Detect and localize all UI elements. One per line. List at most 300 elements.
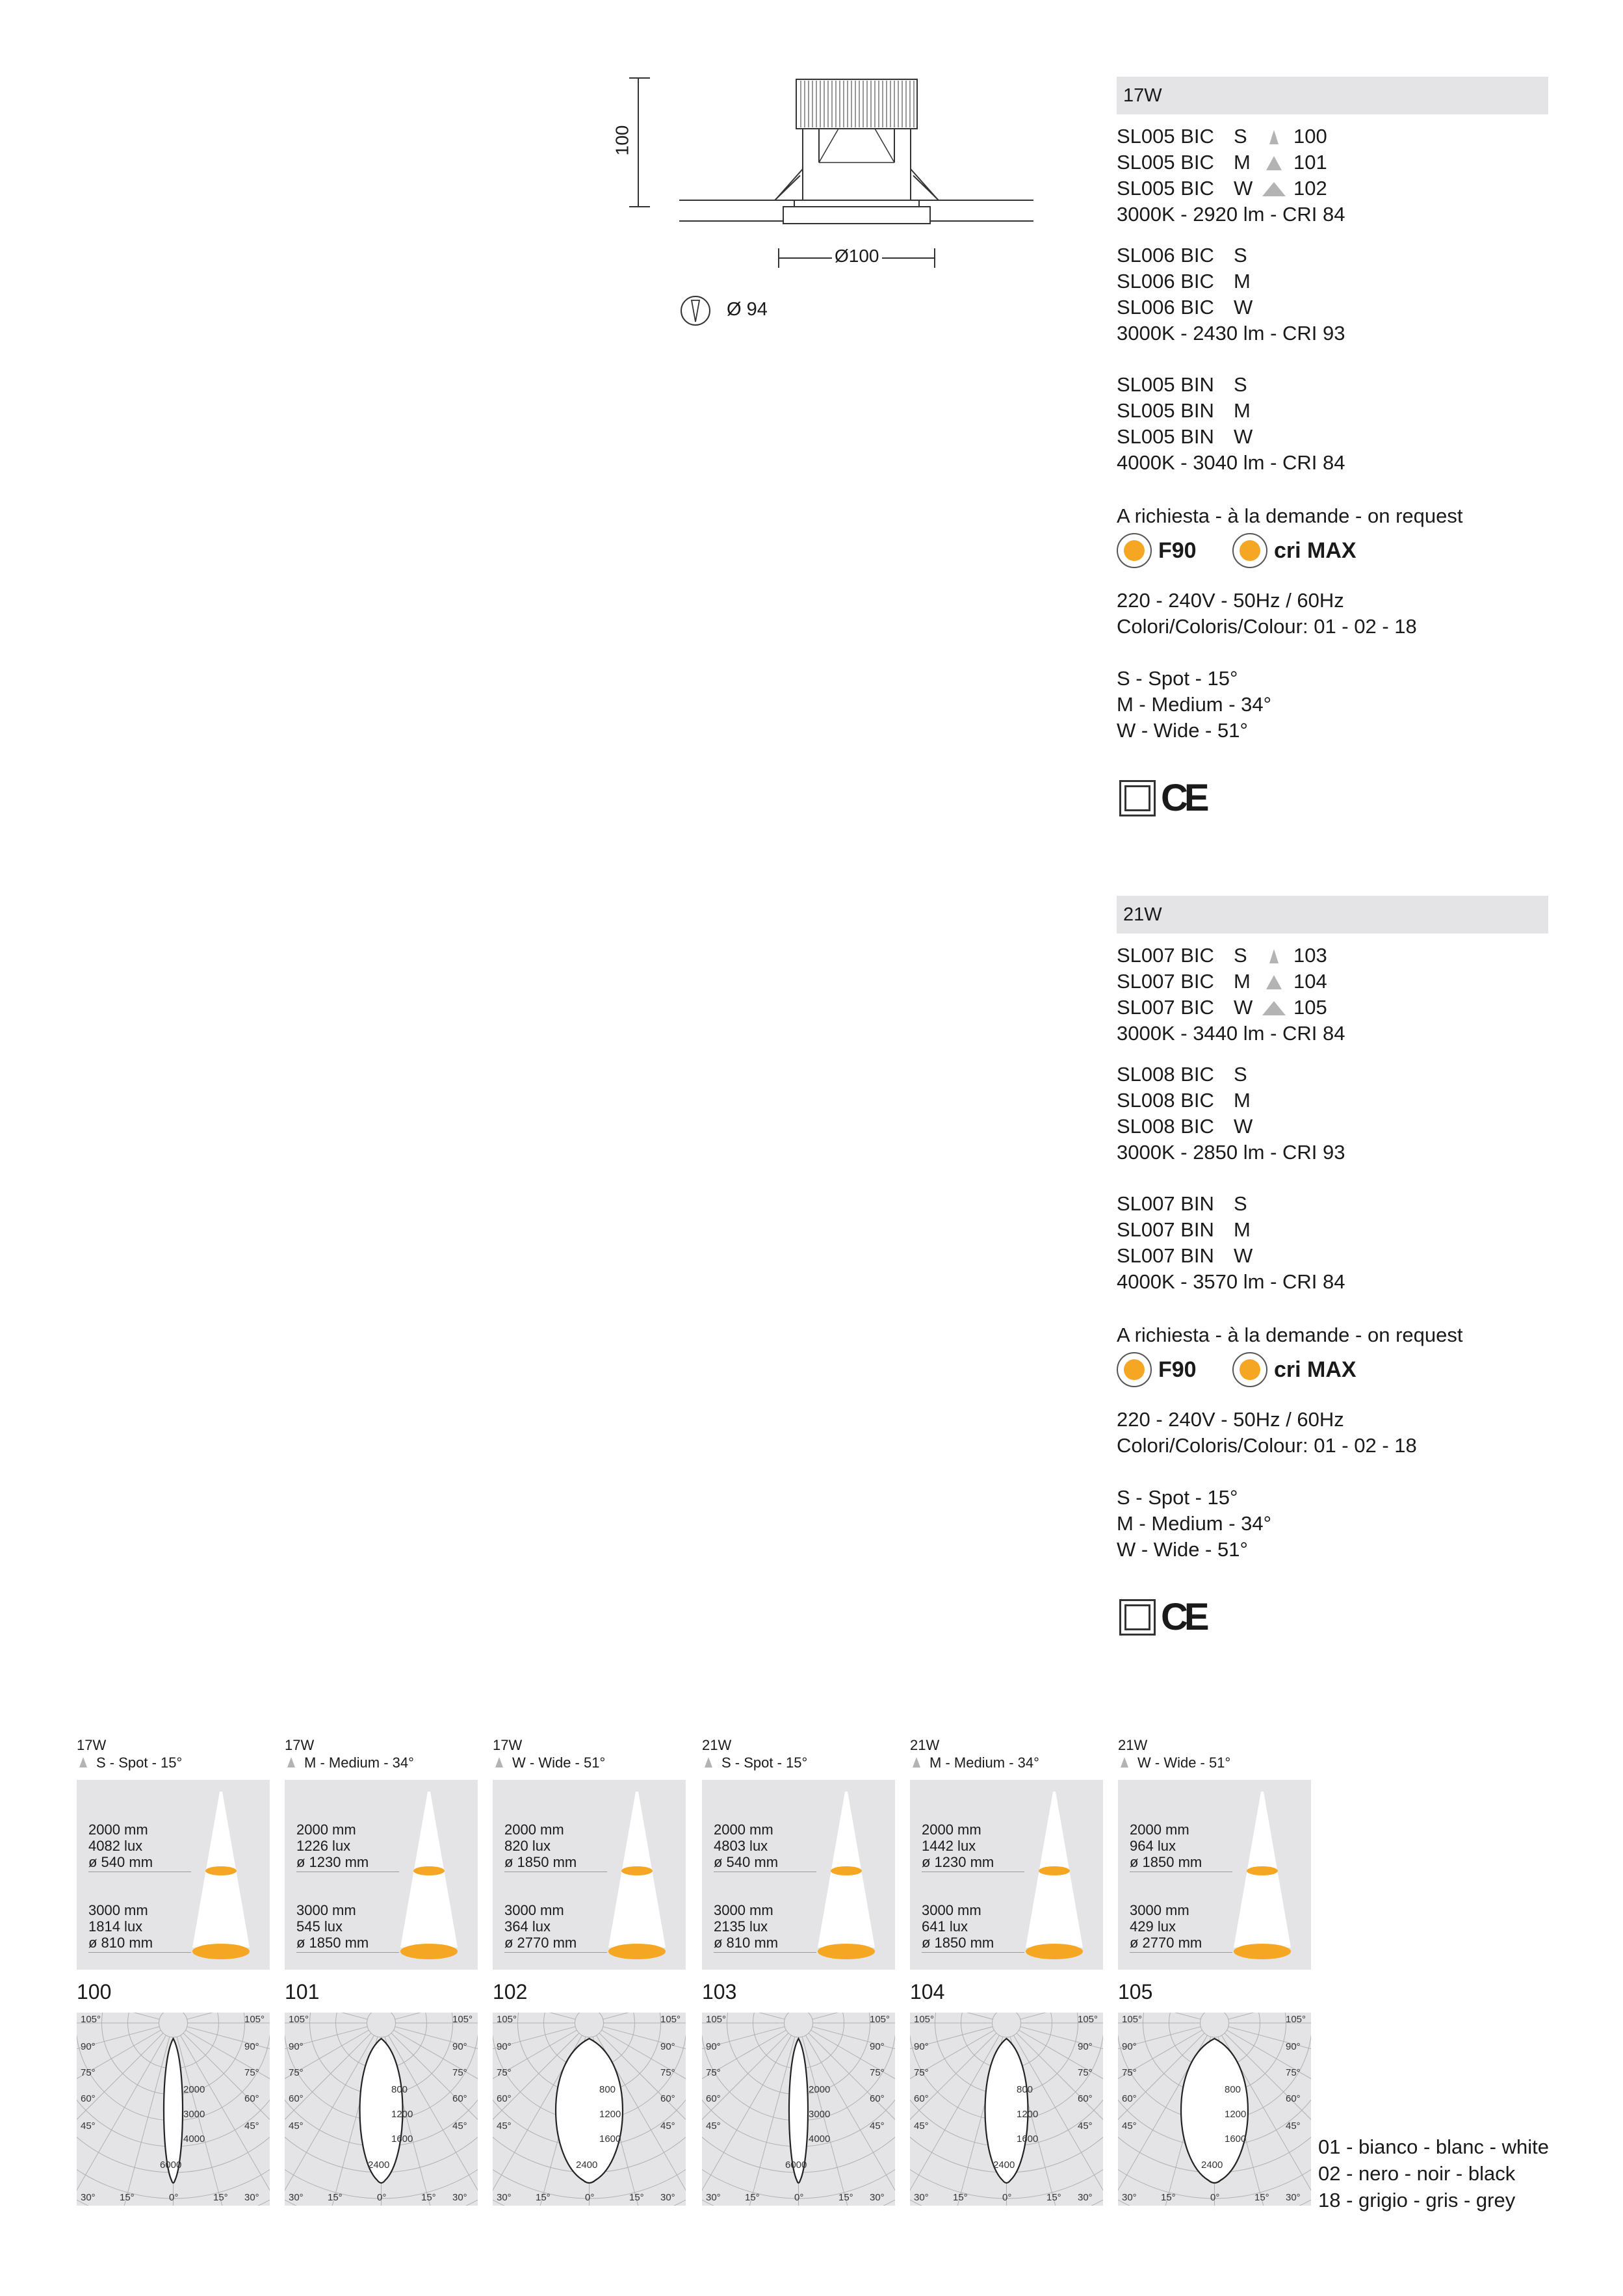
photometric-number: 103 bbox=[702, 1980, 737, 2003]
polar-ring-label: 1200 bbox=[391, 2109, 413, 2120]
section-header: 21W bbox=[1117, 896, 1548, 933]
polar-angle-label: 105° bbox=[81, 2014, 101, 2025]
polar-angle-label: 0° bbox=[794, 2192, 804, 2203]
light-cone-graphic bbox=[285, 1780, 478, 1970]
diameter-label: ø 1850 mm bbox=[504, 1854, 577, 1870]
distance-label: 3000 mm bbox=[714, 1902, 773, 1918]
polar-angle-label: 30° bbox=[870, 2192, 885, 2203]
polar-angle-label: 60° bbox=[914, 2093, 929, 2104]
polar-angle-label: 60° bbox=[870, 2093, 885, 2104]
beam-code: W bbox=[1234, 177, 1253, 200]
beam-triangle-icon bbox=[1261, 995, 1287, 1021]
beam-code: M bbox=[1234, 1089, 1251, 1112]
lux-label: 641 lux bbox=[922, 1918, 968, 1935]
polar-angle-label: 105° bbox=[289, 2014, 309, 2025]
diameter-label: ø 1850 mm bbox=[922, 1935, 994, 1951]
spot-2000-ellipse bbox=[1247, 1866, 1278, 1875]
polar-diagram bbox=[285, 2013, 478, 2206]
beam-code: W bbox=[1234, 996, 1253, 1019]
diameter-label: ø 540 mm bbox=[714, 1854, 779, 1870]
polar-angle-label: 90° bbox=[289, 2041, 304, 2052]
polar-angle-label: 15° bbox=[328, 2192, 343, 2203]
beam-code: M bbox=[1234, 970, 1251, 993]
polar-ring-label: 3000 bbox=[183, 2109, 205, 2120]
spot-2000-ellipse bbox=[831, 1866, 862, 1875]
polar-angle-label: 105° bbox=[452, 2014, 473, 2025]
polar-diagram bbox=[77, 2013, 270, 2206]
ce-mark: CE bbox=[1161, 777, 1206, 819]
polar-angle-label: 105° bbox=[497, 2014, 517, 2025]
polar-curve-graphic bbox=[77, 2013, 270, 2206]
f90-badge bbox=[1117, 1352, 1197, 1387]
polar-angle-label: 45° bbox=[660, 2120, 675, 2132]
cri-max-label: cri MAX bbox=[1274, 538, 1357, 563]
lux-label: 820 lux bbox=[504, 1838, 551, 1854]
panel-power: 21W bbox=[702, 1737, 732, 1753]
polar-curve-graphic bbox=[702, 2013, 895, 2206]
polar-angle-label: 90° bbox=[1078, 2041, 1093, 2052]
colour-legend bbox=[1318, 2133, 1549, 2213]
on-request-text: A richiesta - à la demande - on request bbox=[1117, 1324, 1463, 1346]
voltage-text: 220 - 240V - 50Hz / 60Hz bbox=[1117, 1408, 1344, 1431]
spot-2000-ellipse bbox=[413, 1866, 445, 1875]
polar-angle-label: 75° bbox=[1122, 2067, 1137, 2078]
photometric-ref: 105 bbox=[1293, 996, 1327, 1019]
photometric-panel bbox=[493, 1737, 686, 2218]
cri-max-icon bbox=[1232, 533, 1267, 568]
width-dimension-label: Ø100 bbox=[832, 246, 882, 267]
beam-code: W bbox=[1234, 1115, 1253, 1138]
diameter-label: ø 540 mm bbox=[88, 1854, 153, 1870]
product-code: SL008 BIC bbox=[1117, 1063, 1214, 1086]
panel-beam-label: M - Medium - 34° bbox=[304, 1755, 414, 1771]
polar-diagram bbox=[910, 2013, 1103, 2206]
voltage-text: 220 - 240V - 50Hz / 60Hz bbox=[1117, 589, 1344, 612]
polar-angle-label: 30° bbox=[706, 2192, 721, 2203]
diameter-label: ø 2770 mm bbox=[1130, 1935, 1202, 1951]
polar-angle-label: 105° bbox=[1286, 2014, 1306, 2025]
polar-angle-label: 15° bbox=[953, 2192, 968, 2203]
polar-diagram bbox=[1118, 2013, 1311, 2206]
polar-ring-label: 800 bbox=[1017, 2084, 1033, 2095]
distance-label: 2000 mm bbox=[1130, 1821, 1189, 1838]
photometric-number: 100 bbox=[77, 1980, 112, 2003]
polar-curve-graphic bbox=[285, 2013, 478, 2206]
class-ii-icon bbox=[1119, 780, 1156, 816]
polar-angle-label: 30° bbox=[1078, 2192, 1093, 2203]
beam-triangle-icon bbox=[1261, 176, 1287, 202]
diameter-label: ø 1230 mm bbox=[922, 1854, 994, 1870]
colours-text: Colori/Coloris/Colour: 01 - 02 - 18 bbox=[1117, 615, 1417, 638]
cri-max-badge bbox=[1232, 533, 1357, 568]
polar-angle-label: 90° bbox=[497, 2041, 512, 2052]
diameter-label: ø 1230 mm bbox=[296, 1854, 369, 1870]
photometric-ref: 102 bbox=[1293, 177, 1327, 200]
polar-angle-label: 45° bbox=[497, 2120, 512, 2132]
polar-angle-label: 45° bbox=[914, 2120, 929, 2132]
polar-angle-label: 90° bbox=[81, 2041, 96, 2052]
polar-ring-label: 800 bbox=[1225, 2084, 1241, 2095]
beam-code: S bbox=[1234, 944, 1247, 967]
product-code: SL007 BIN bbox=[1117, 1244, 1214, 1267]
distance-label: 2000 mm bbox=[296, 1821, 356, 1838]
light-spec: 3000K - 2430 lm - CRI 93 bbox=[1117, 322, 1345, 345]
distance-label: 3000 mm bbox=[504, 1902, 564, 1918]
ce-mark: CE bbox=[1161, 1596, 1206, 1638]
light-spec: 4000K - 3570 lm - CRI 84 bbox=[1117, 1270, 1345, 1293]
beam-spot-text: S - Spot - 15° bbox=[1117, 667, 1238, 690]
beam-triangle-icon bbox=[1261, 969, 1287, 995]
beam-code: M bbox=[1234, 270, 1251, 293]
polar-angle-label: 15° bbox=[536, 2192, 551, 2203]
lux-label: 964 lux bbox=[1130, 1838, 1176, 1854]
beam-code: M bbox=[1234, 1218, 1251, 1241]
polar-angle-label: 15° bbox=[745, 2192, 760, 2203]
photometric-ref: 103 bbox=[1293, 944, 1327, 967]
distance-label: 2000 mm bbox=[88, 1821, 148, 1838]
beam-spot-text: S - Spot - 15° bbox=[1117, 1486, 1238, 1509]
f90-badge bbox=[1117, 533, 1197, 568]
panel-beam-label: S - Spot - 15° bbox=[721, 1755, 808, 1771]
panel-beam bbox=[77, 1755, 182, 1771]
spot-3000-ellipse bbox=[192, 1944, 250, 1959]
light-cone-graphic bbox=[77, 1780, 270, 1970]
light-cone-diagram bbox=[285, 1780, 478, 1970]
colour-legend-item: 01 - bianco - blanc - white bbox=[1318, 2135, 1549, 2158]
class-ii-icon bbox=[1119, 1599, 1156, 1636]
distance-label: 3000 mm bbox=[296, 1902, 356, 1918]
light-cone-graphic bbox=[702, 1780, 895, 1970]
distance-label: 3000 mm bbox=[88, 1902, 148, 1918]
certification-marks bbox=[1119, 1596, 1206, 1638]
photometric-panel bbox=[910, 1737, 1103, 2218]
polar-angle-label: 75° bbox=[706, 2067, 721, 2078]
polar-angle-label: 60° bbox=[244, 2093, 259, 2104]
cutout-dimension-label: Ø 94 bbox=[727, 299, 768, 320]
beam-triangle-icon bbox=[1261, 124, 1287, 150]
polar-angle-label: 15° bbox=[213, 2192, 228, 2203]
photometric-panel bbox=[1118, 1737, 1311, 2218]
spec-block bbox=[1117, 124, 1572, 839]
polar-ring-label: 6000 bbox=[785, 2159, 807, 2171]
polar-angle-label: 75° bbox=[1286, 2067, 1301, 2078]
polar-angle-label: 15° bbox=[1161, 2192, 1176, 2203]
spot-3000-ellipse bbox=[818, 1944, 875, 1959]
distance-label: 2000 mm bbox=[714, 1821, 773, 1838]
beam-wide-text: W - Wide - 51° bbox=[1117, 719, 1248, 742]
diameter-label: ø 810 mm bbox=[714, 1935, 779, 1951]
beam-triangle-icon bbox=[1261, 150, 1287, 176]
photometric-number: 101 bbox=[285, 1980, 320, 2003]
polar-angle-label: 75° bbox=[289, 2067, 304, 2078]
panel-power: 21W bbox=[1118, 1737, 1148, 1753]
polar-angle-label: 90° bbox=[1122, 2041, 1137, 2052]
f90-label: F90 bbox=[1158, 1357, 1197, 1382]
spot-2000-ellipse bbox=[621, 1866, 653, 1875]
polar-angle-label: 90° bbox=[452, 2041, 467, 2052]
polar-angle-label: 105° bbox=[706, 2014, 727, 2025]
polar-angle-label: 90° bbox=[244, 2041, 259, 2052]
polar-angle-label: 45° bbox=[244, 2120, 259, 2132]
diameter-label: ø 1850 mm bbox=[1130, 1854, 1202, 1870]
polar-angle-label: 15° bbox=[421, 2192, 436, 2203]
polar-ring-label: 1200 bbox=[1017, 2109, 1039, 2120]
cri-max-label: cri MAX bbox=[1274, 1357, 1357, 1382]
product-code: SL005 BIC bbox=[1117, 151, 1214, 174]
polar-angle-label: 75° bbox=[244, 2067, 259, 2078]
light-cone-diagram bbox=[493, 1780, 686, 1970]
product-code: SL007 BIC bbox=[1117, 996, 1214, 1019]
product-code: SL008 BIC bbox=[1117, 1115, 1214, 1138]
diameter-label: ø 1850 mm bbox=[296, 1935, 369, 1951]
panel-beam bbox=[493, 1755, 605, 1771]
beam-code: W bbox=[1234, 425, 1253, 448]
light-spec: 3000K - 3440 lm - CRI 84 bbox=[1117, 1022, 1345, 1045]
light-spec: 3000K - 2850 lm - CRI 93 bbox=[1117, 1141, 1345, 1164]
polar-angle-label: 105° bbox=[870, 2014, 890, 2025]
spot-3000-ellipse bbox=[1026, 1944, 1083, 1959]
beam-code: S bbox=[1234, 373, 1247, 396]
lux-label: 1814 lux bbox=[88, 1918, 143, 1935]
spec-block bbox=[1117, 943, 1572, 1658]
polar-ring-label: 1600 bbox=[1017, 2133, 1039, 2145]
polar-angle-label: 0° bbox=[1210, 2192, 1220, 2203]
polar-angle-label: 45° bbox=[1286, 2120, 1301, 2132]
polar-angle-label: 60° bbox=[1286, 2093, 1301, 2104]
polar-angle-label: 75° bbox=[1078, 2067, 1093, 2078]
polar-angle-label: 105° bbox=[244, 2014, 265, 2025]
beam-triangle-icon bbox=[493, 1756, 506, 1769]
lux-label: 2135 lux bbox=[714, 1918, 768, 1935]
polar-angle-label: 30° bbox=[289, 2192, 304, 2203]
polar-ring-label: 2400 bbox=[993, 2159, 1015, 2171]
lux-label: 545 lux bbox=[296, 1918, 343, 1935]
spot-2000-ellipse bbox=[1039, 1866, 1070, 1875]
polar-ring-label: 2400 bbox=[576, 2159, 598, 2171]
polar-angle-label: 75° bbox=[660, 2067, 675, 2078]
product-code: SL007 BIN bbox=[1117, 1192, 1214, 1215]
on-request-text: A richiesta - à la demande - on request bbox=[1117, 504, 1463, 527]
light-cone-graphic bbox=[910, 1780, 1103, 1970]
product-code: SL007 BIC bbox=[1117, 944, 1214, 967]
polar-angle-label: 45° bbox=[289, 2120, 304, 2132]
polar-angle-label: 30° bbox=[244, 2192, 259, 2203]
product-code: SL005 BIN bbox=[1117, 399, 1214, 422]
polar-angle-label: 105° bbox=[660, 2014, 681, 2025]
light-spec: 3000K - 2920 lm - CRI 84 bbox=[1117, 203, 1345, 226]
colour-legend-item: 02 - nero - noir - black bbox=[1318, 2162, 1516, 2185]
polar-diagram bbox=[702, 2013, 895, 2206]
polar-ring-label: 1600 bbox=[391, 2133, 413, 2145]
beam-medium-text: M - Medium - 34° bbox=[1117, 693, 1272, 716]
product-code: SL006 BIC bbox=[1117, 270, 1214, 293]
colours-text: Colori/Coloris/Colour: 01 - 02 - 18 bbox=[1117, 1434, 1417, 1457]
beam-triangle-icon bbox=[702, 1756, 715, 1769]
polar-ring-label: 6000 bbox=[160, 2159, 182, 2171]
polar-angle-label: 75° bbox=[81, 2067, 96, 2078]
downlight-section-drawing bbox=[624, 65, 1040, 338]
cri-max-icon bbox=[1232, 1352, 1267, 1387]
light-cone-diagram bbox=[702, 1780, 895, 1970]
photometric-ref: 101 bbox=[1293, 151, 1327, 174]
lux-label: 4082 lux bbox=[88, 1838, 143, 1854]
polar-angle-label: 0° bbox=[585, 2192, 595, 2203]
panel-beam-label: W - Wide - 51° bbox=[1137, 1755, 1231, 1771]
photometric-ref: 100 bbox=[1293, 125, 1327, 148]
distance-label: 3000 mm bbox=[1130, 1902, 1189, 1918]
lux-label: 4803 lux bbox=[714, 1838, 768, 1854]
polar-angle-label: 75° bbox=[497, 2067, 512, 2078]
polar-angle-label: 75° bbox=[452, 2067, 467, 2078]
polar-angle-label: 15° bbox=[1254, 2192, 1269, 2203]
diameter-label: ø 2770 mm bbox=[504, 1935, 577, 1951]
product-drawing bbox=[612, 65, 1040, 338]
height-dimension-label: 100 bbox=[612, 125, 632, 156]
polar-angle-label: 105° bbox=[914, 2014, 935, 2025]
polar-angle-label: 90° bbox=[1286, 2041, 1301, 2052]
polar-angle-label: 45° bbox=[706, 2120, 721, 2132]
polar-angle-label: 45° bbox=[452, 2120, 467, 2132]
product-code: SL008 BIC bbox=[1117, 1089, 1214, 1112]
certification-marks bbox=[1119, 777, 1206, 819]
polar-angle-label: 15° bbox=[838, 2192, 853, 2203]
photometric-number: 104 bbox=[910, 1980, 945, 2003]
photometric-number: 105 bbox=[1118, 1980, 1153, 2003]
polar-angle-label: 105° bbox=[1122, 2014, 1143, 2025]
polar-angle-label: 15° bbox=[120, 2192, 135, 2203]
light-cone-diagram bbox=[77, 1780, 270, 1970]
beam-triangle-icon bbox=[77, 1756, 90, 1769]
beam-code: M bbox=[1234, 399, 1251, 422]
beam-triangle-icon bbox=[910, 1756, 923, 1769]
product-code: SL007 BIN bbox=[1117, 1218, 1214, 1241]
light-cone-graphic bbox=[1118, 1780, 1311, 1970]
distance-label: 2000 mm bbox=[922, 1821, 981, 1838]
spot-3000-ellipse bbox=[1234, 1944, 1291, 1959]
photometric-panel bbox=[77, 1737, 270, 2218]
product-code: SL005 BIN bbox=[1117, 425, 1214, 448]
polar-angle-label: 90° bbox=[660, 2041, 675, 2052]
panel-power: 17W bbox=[77, 1737, 107, 1753]
f90-label: F90 bbox=[1158, 538, 1197, 563]
light-cone-graphic bbox=[493, 1780, 686, 1970]
polar-angle-label: 90° bbox=[870, 2041, 885, 2052]
distance-label: 2000 mm bbox=[504, 1821, 564, 1838]
polar-curve-graphic bbox=[1118, 2013, 1311, 2206]
polar-ring-label: 4000 bbox=[809, 2133, 831, 2145]
panel-power: 17W bbox=[285, 1737, 315, 1753]
beam-code: S bbox=[1234, 125, 1247, 148]
light-cone-diagram bbox=[1118, 1780, 1311, 1970]
polar-curve-graphic bbox=[493, 2013, 686, 2206]
polar-angle-label: 30° bbox=[497, 2192, 512, 2203]
beam-code: S bbox=[1234, 1192, 1247, 1215]
diameter-label: ø 810 mm bbox=[88, 1935, 153, 1951]
distance-label: 3000 mm bbox=[922, 1902, 981, 1918]
polar-angle-label: 0° bbox=[1002, 2192, 1012, 2203]
polar-angle-label: 90° bbox=[914, 2041, 929, 2052]
photometric-ref: 104 bbox=[1293, 970, 1327, 993]
light-spec: 4000K - 3040 lm - CRI 84 bbox=[1117, 451, 1345, 474]
polar-ring-label: 4000 bbox=[183, 2133, 205, 2145]
panel-beam bbox=[1118, 1755, 1230, 1771]
panel-beam bbox=[910, 1755, 1039, 1771]
product-code: SL005 BIC bbox=[1117, 125, 1214, 148]
polar-angle-label: 60° bbox=[660, 2093, 675, 2104]
polar-angle-label: 105° bbox=[1078, 2014, 1098, 2025]
colour-legend-item: 18 - grigio - gris - grey bbox=[1318, 2189, 1516, 2211]
polar-ring-label: 1600 bbox=[599, 2133, 621, 2145]
photometric-panel bbox=[702, 1737, 895, 2218]
lux-label: 364 lux bbox=[504, 1918, 551, 1935]
polar-angle-label: 60° bbox=[289, 2093, 304, 2104]
photometric-panel bbox=[285, 1737, 478, 2218]
panel-beam bbox=[285, 1755, 414, 1771]
polar-angle-label: 60° bbox=[81, 2093, 96, 2104]
polar-angle-label: 15° bbox=[629, 2192, 644, 2203]
polar-ring-label: 2400 bbox=[368, 2159, 390, 2171]
polar-angle-label: 60° bbox=[1078, 2093, 1093, 2104]
spot-2000-ellipse bbox=[205, 1866, 237, 1875]
polar-ring-label: 3000 bbox=[809, 2109, 831, 2120]
polar-diagram bbox=[493, 2013, 686, 2206]
product-code: SL005 BIC bbox=[1117, 177, 1214, 200]
beam-triangle-icon bbox=[285, 1756, 298, 1769]
beam-code: S bbox=[1234, 244, 1247, 267]
product-code: SL005 BIN bbox=[1117, 373, 1214, 396]
polar-angle-label: 60° bbox=[452, 2093, 467, 2104]
polar-ring-label: 2400 bbox=[1201, 2159, 1223, 2171]
polar-ring-label: 1600 bbox=[1225, 2133, 1247, 2145]
panel-power: 21W bbox=[910, 1737, 940, 1753]
polar-angle-label: 75° bbox=[870, 2067, 885, 2078]
light-cone-diagram bbox=[910, 1780, 1103, 1970]
cri-max-badge bbox=[1232, 1352, 1357, 1387]
polar-angle-label: 45° bbox=[81, 2120, 96, 2132]
polar-angle-label: 30° bbox=[1122, 2192, 1137, 2203]
polar-angle-label: 0° bbox=[377, 2192, 387, 2203]
polar-angle-label: 45° bbox=[1078, 2120, 1093, 2132]
section-header: 17W bbox=[1117, 77, 1548, 114]
lux-label: 1226 lux bbox=[296, 1838, 351, 1854]
beam-wide-text: W - Wide - 51° bbox=[1117, 1538, 1248, 1561]
spot-3000-ellipse bbox=[400, 1944, 458, 1959]
beam-medium-text: M - Medium - 34° bbox=[1117, 1512, 1272, 1535]
f90-icon bbox=[1117, 533, 1152, 568]
polar-angle-label: 30° bbox=[452, 2192, 467, 2203]
polar-angle-label: 30° bbox=[81, 2192, 96, 2203]
polar-angle-label: 45° bbox=[1122, 2120, 1137, 2132]
panel-power: 17W bbox=[493, 1737, 523, 1753]
polar-angle-label: 45° bbox=[870, 2120, 885, 2132]
polar-ring-label: 1200 bbox=[599, 2109, 621, 2120]
polar-ring-label: 800 bbox=[599, 2084, 616, 2095]
lux-label: 1442 lux bbox=[922, 1838, 976, 1854]
polar-angle-label: 30° bbox=[660, 2192, 675, 2203]
product-code: SL007 BIC bbox=[1117, 970, 1214, 993]
polar-angle-label: 60° bbox=[1122, 2093, 1137, 2104]
polar-angle-label: 60° bbox=[706, 2093, 721, 2104]
photometric-number: 102 bbox=[493, 1980, 528, 2003]
polar-ring-label: 2000 bbox=[183, 2084, 205, 2095]
beam-triangle-icon bbox=[1261, 943, 1287, 969]
beam-triangle-icon bbox=[1118, 1756, 1131, 1769]
panel-beam-label: W - Wide - 51° bbox=[512, 1755, 606, 1771]
beam-code: W bbox=[1234, 296, 1253, 319]
polar-angle-label: 75° bbox=[914, 2067, 929, 2078]
polar-ring-label: 2000 bbox=[809, 2084, 831, 2095]
polar-curve-graphic bbox=[910, 2013, 1103, 2206]
